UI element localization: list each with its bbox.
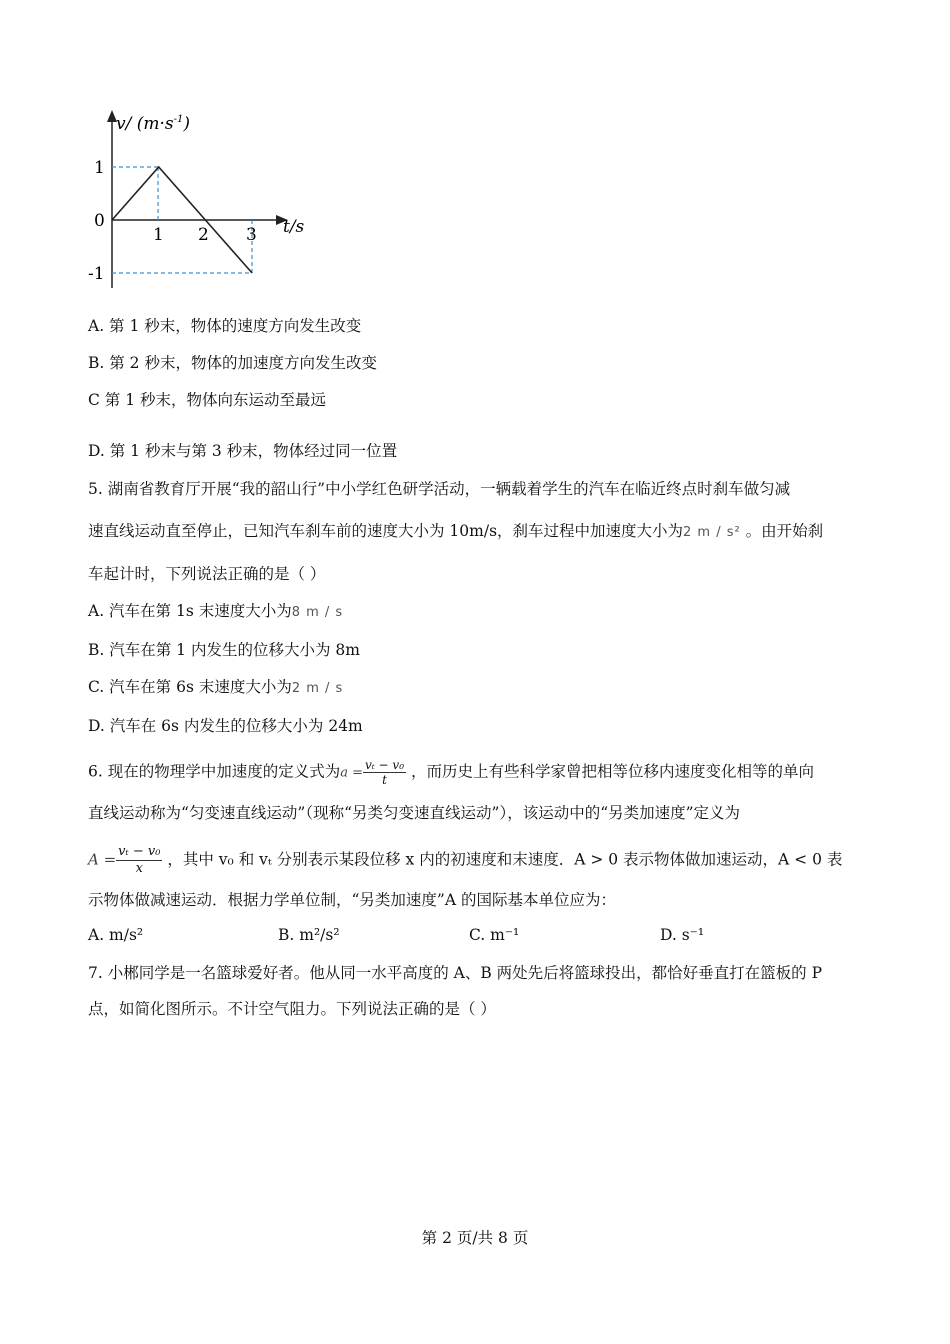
q6-option-b: B. m²/s² — [278, 926, 340, 944]
q6-stem-line3: A = $\frac{\text{vₜ − v₀}}{x}$ ，其中 v₀ 和 vₜ 分别表示某段位移 x 内的初速度和末速度．A > 0 表示物体做加速运动，A < 0 表 — [88, 844, 843, 876]
q6-stem-line2: 直线运动称为“匀变速直线运动”（现称“另类匀变速直线运动”），该运动中的“另类加速度”定义为 — [88, 804, 741, 822]
q5-option-a: A. 汽车在第 1s 末速度大小为8 m / s — [88, 602, 344, 620]
q6-formula-b: $\frac{\text{vₜ − v₀}}{x}$ — [118, 844, 161, 876]
y-tick-neg1: -1 — [88, 264, 105, 284]
q4-option-a: A. 第 1 秒末，物体的速度方向发生改变 — [88, 317, 362, 335]
vt-graph — [80, 108, 340, 308]
q5-option-a-value: 8 m / s — [291, 605, 344, 620]
q7-stem-line1: 7. 小郴同学是一名篮球爱好者。他从同一水平高度的 A、B 两处先后将篮球投出，都恰好垂直打在篮板的 P — [88, 964, 823, 982]
q5-stem-line3: 车起计时，下列说法正确的是（ ） — [88, 565, 326, 583]
x-tick-3: 3 — [246, 225, 257, 245]
q5-option-d: D. 汽车在 6s 内发生的位移大小为 24m — [88, 717, 363, 735]
q6-formula-a-lhs: a = — [340, 765, 363, 781]
x-tick-1: 1 — [153, 225, 164, 245]
q7-stem-line2: 点，如简化图所示。不计空气阻力。下列说法正确的是（ ） — [88, 1000, 496, 1018]
q6-formula-b-lhs: A = — [88, 850, 117, 869]
y-axis-label: v/ $(m\cdot s^{-1})$ — [116, 114, 191, 134]
q5-option-b: B. 汽车在第 1 内发生的位移大小为 8m — [88, 641, 360, 659]
y-tick-1: 1 — [94, 158, 105, 178]
page-footer: 第 2 页/共 8 页 — [421, 1229, 529, 1247]
q5-stem-line1: 5. 湖南省教育厅开展“我的韶山行”中小学红色研学活动，一辆载着学生的汽车在临近终点时刹车做匀减 — [88, 480, 791, 498]
x-axis-label: t/s — [283, 217, 305, 237]
q4-option-b: B. 第 2 秒末，物体的加速度方向发生改变 — [88, 354, 377, 372]
q6-formula-a: $\frac{\text{vₜ − v₀}}{t}$ — [365, 758, 405, 787]
q4-option-c: C 第 1 秒末，物体向东运动至最远 — [88, 391, 327, 409]
q6-option-d: D. s⁻¹ — [660, 926, 705, 944]
q6-stem-line1: 6. 现在的物理学中加速度的定义式为a = $\frac{\text{vₜ − v₀}}{t}$ ，而历史上有些科学家曾把相等位移内速度变化相等的单向 — [88, 758, 814, 787]
q5-stem-line2: 速直线运动直至停止，已知汽车刹车前的速度大小为 10m/s，刹车过程中加速度大小为2 m / s² 。由开始刹 — [88, 522, 824, 540]
q6-option-a: A. m/s² — [88, 926, 144, 944]
x-tick-2: 2 — [198, 225, 209, 245]
y-tick-0: 0 — [94, 211, 105, 231]
q4-option-d: D. 第 1 秒末与第 3 秒末，物体经过同一位置 — [88, 442, 398, 460]
q5-option-c: C. 汽车在第 6s 末速度大小为2 m / s — [88, 678, 344, 696]
q5-option-c-value: 2 m / s — [291, 681, 344, 696]
q6-option-c: C. m⁻¹ — [469, 926, 520, 944]
q5-accel-value: 2 m / s² — [683, 525, 741, 540]
q6-stem-line4: 示物体做减速运动．根据力学单位制，“另类加速度”A 的国际基本单位应为： — [88, 891, 616, 909]
